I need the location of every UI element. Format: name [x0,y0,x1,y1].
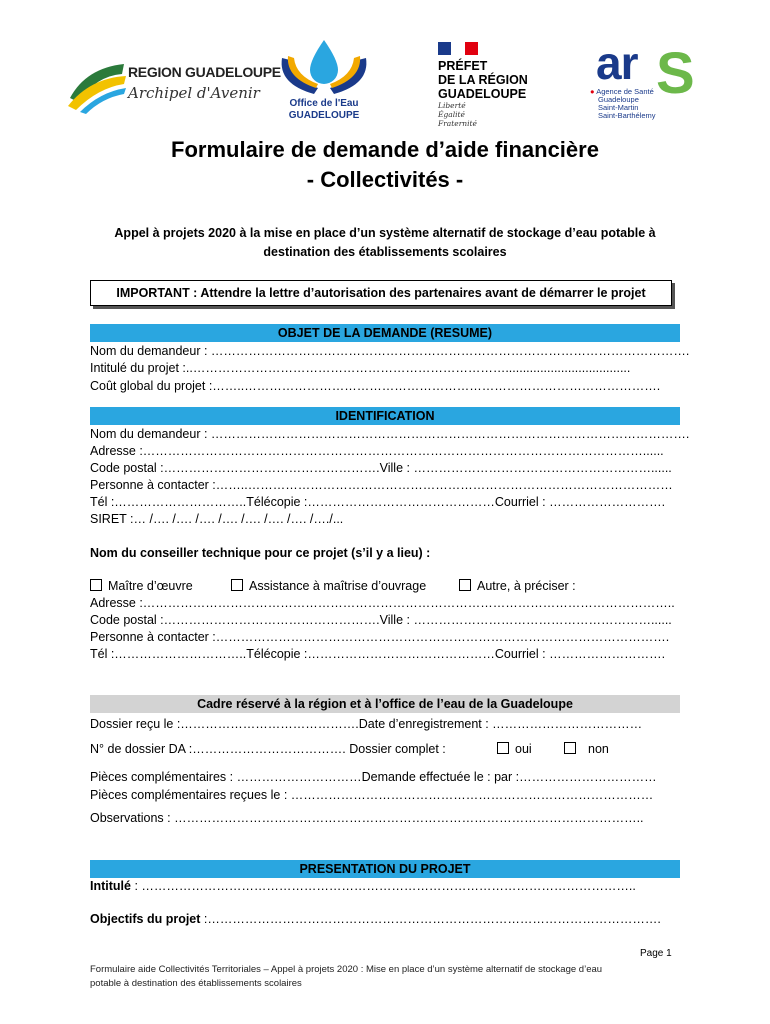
option-oui[interactable]: oui [497,741,532,757]
subtitle-line-1: Appel à projets 2020 à la mise en place d’un système alternatif de stockage d’eau potable à [114,226,656,240]
region-guadeloupe-logo [66,58,281,116]
region-emblem-icon [66,58,128,116]
footer-line-2: potable à destination des établissements scolaires [90,978,302,989]
cadre-observations-field[interactable]: Observations : ………………………………………………………………………………………………….. [90,811,644,825]
cadre-numero-field[interactable]: N° de dossier DA :………………………………. Dossier complet : [90,742,446,756]
prefet-logo [436,42,556,132]
subtitle [90,224,680,262]
cons-adresse-field[interactable]: Adresse :……………………………………………………………………………………………………………….. [90,596,675,610]
section-objet-header: OBJET DE LA DEMANDE (RESUME) [90,324,680,342]
cadre-pieces-field[interactable]: Pièces complémentaires : …………………………Demande effectuée le : par :…………………………… [90,770,657,784]
ars-agence: ● Agence de Santé [590,87,654,96]
marianne-flag-icon [438,42,478,55]
id-contact-field[interactable]: Personne à contacter :……..………………………………………………………………………………………… [90,478,673,492]
motto-fraternite: Fraternité [438,119,477,128]
id-siret-field[interactable]: SIRET :… /…. /…. /…. /…. /…. /…. /…. /…./... [90,512,344,526]
id-adresse-field[interactable]: Adresse :…………………………………………………………………………………………………………...... [90,444,664,458]
option-assistance[interactable]: Assistance à maîtrise d’ouvrage [231,578,426,594]
option-autre[interactable]: Autre, à préciser : [459,578,576,594]
checkbox[interactable] [459,579,471,591]
id-tel-fax-mail-field[interactable]: Tél :…………………………..Télécopie :………………………………………Courriel : ………………………. [90,495,666,509]
prefet-line-1: PRÉFET [438,59,488,73]
region-name: REGION GUADELOUPE [128,64,281,80]
objectifs-field[interactable]: Objectifs du projet :………………………………………………………………………………………………. [90,912,661,926]
option-non[interactable]: non [564,741,609,757]
page-title-line-1: Formulaire de demande d’aide financière [171,137,599,162]
office-de-l-eau-logo [274,38,374,124]
motto-egalite: Égalité [438,110,465,119]
office-name: Office de l'Eau [289,98,359,109]
ars-brand: ar [596,37,638,89]
footer [90,963,680,991]
region-tagline: Archipel d'Avenir [128,84,260,102]
checkbox[interactable] [497,742,509,754]
subtitle-line-2: destination des établissements scolaires [263,245,507,259]
motto-liberte: Liberté [438,101,466,110]
page-number: Page 1 [640,948,672,959]
ars-brand-s: S [656,41,695,106]
checkbox[interactable] [231,579,243,591]
cons-code-ville-field[interactable]: Code postal :…………………………………………….Ville : …………………………………………………...... [90,613,672,627]
cadre-recues-field[interactable]: Pièces complémentaires reçues le : …………………………………………………………………………… [90,788,654,802]
cadre-recu-field[interactable]: Dossier reçu le :…………………………………….Date d’enregistrement : ……………………………… [90,717,643,731]
option-maitre-oeuvre[interactable]: Maître d’œuvre [90,578,193,594]
office-region: GUADELOUPE [288,110,360,121]
conseiller-heading: Nom du conseiller technique pour ce projet (s’il y a lieu) : [90,546,431,560]
checkbox[interactable] [90,579,102,591]
ars-logo [590,37,708,120]
important-notice: IMPORTANT : Attendre la lettre d’autorisation des partenaires avant de démarrer le projet [90,280,672,306]
ars-sub-1: Guadeloupe [598,95,639,104]
objet-intitule-field[interactable]: Intitulé du projet :..………………………………………………………………….................................... [90,361,631,375]
id-code-ville-field[interactable]: Code postal :…………………………………………….Ville : …………………………………………………...... [90,461,672,475]
id-nom-field[interactable]: Nom du demandeur : ……………………………………………………………………………………………………. [90,427,690,441]
section-cadre-header: Cadre réservé à la région et à l’office de l’eau de la Guadeloupe [90,695,680,713]
section-identification-header: IDENTIFICATION [90,407,680,425]
ars-sub-2: Saint-Martin [598,103,639,112]
intitule-field[interactable]: Intitulé : ……………………………………………………………………………………………………….. [90,879,636,893]
objet-nom-field[interactable]: Nom du demandeur : ……………………………………………………………………………………………………. [90,344,690,358]
prefet-line-2: DE LA RÉGION [438,73,528,87]
prefet-line-3: GUADELOUPE [438,87,527,101]
section-presentation-header: PRESENTATION DU PROJET [90,860,680,878]
footer-line-1: Formulaire aide Collectivités Territoriales – Appel à projets 2020 : Mise en place d’un système alternatif de stockage d’eau [90,964,603,975]
ars-sub-3: Saint-Barthélemy [598,111,656,120]
page-title-line-2: - Collectivités - [306,167,464,192]
cons-contact-field[interactable]: Personne à contacter :………………………………………………………………………………………………. [90,630,670,644]
objet-cout-field[interactable]: Coût global du projet :……..………………………………………………………………………………………. [90,379,661,393]
cons-tel-fax-mail-field[interactable]: Tél :…………………………..Télécopie :………………………………………Courriel : ………………………. [90,647,666,661]
water-drop-hands-icon [274,38,374,98]
checkbox[interactable] [564,742,576,754]
